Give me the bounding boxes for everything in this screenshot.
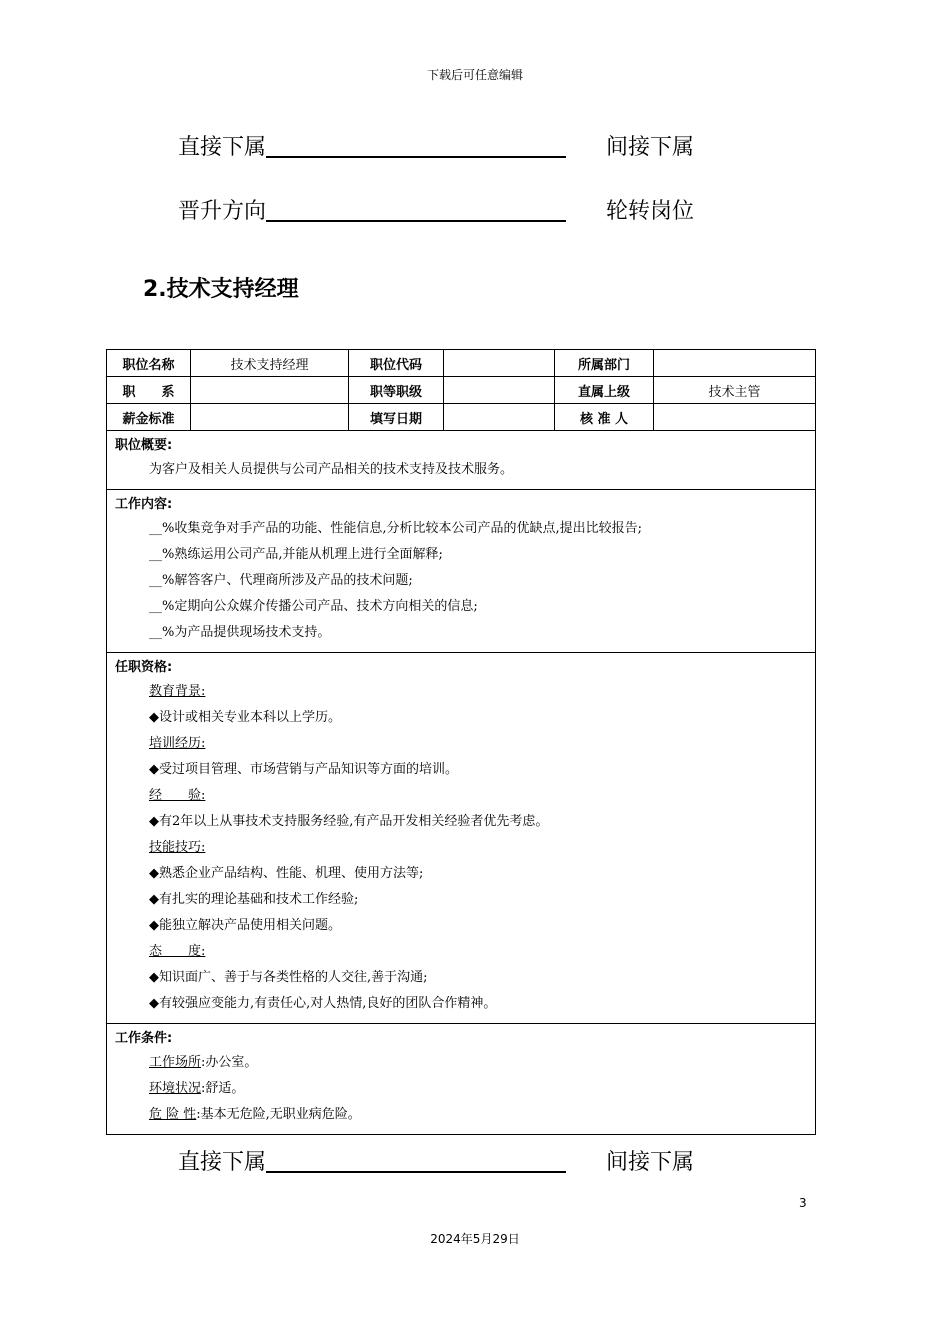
- fill-date-value: [444, 404, 555, 431]
- section-title: 2.技术支持经理: [143, 277, 299, 302]
- subordinates-line: [178, 130, 566, 161]
- attitude-item: ◆知识面广、善于与各类性格的人交往,善于沟通;: [149, 970, 428, 985]
- summary-title: 职位概要:: [115, 438, 173, 453]
- indirect-subordinates-label: 间接下属: [606, 135, 695, 160]
- qualifications-section: [107, 653, 816, 1024]
- conditions-section: [107, 1024, 816, 1135]
- promotion-blank: [266, 198, 566, 222]
- skill-item: ◆熟悉企业产品结构、性能、机理、使用方法等;: [149, 866, 424, 881]
- rotation-label: 轮转岗位: [606, 199, 695, 224]
- risk-value: :基本无危险,无职业病危险。: [196, 1107, 361, 1122]
- workplace-line: [115, 1050, 807, 1076]
- promotion-label: 晋升方向: [178, 199, 267, 224]
- skill-item: ◆能独立解决产品使用相关问题。: [149, 918, 341, 933]
- summary-text: 为客户及相关人员提供与公司产品相关的技术支持及技术服务。: [149, 462, 514, 477]
- approver-label: 核 准 人: [555, 404, 654, 431]
- bottom-indirect-subordinates-label: 间接下属: [606, 1150, 695, 1175]
- table-row: [107, 377, 816, 404]
- supervisor-value: 技术主管: [654, 377, 816, 404]
- bottom-direct-subordinates-label: 直接下属: [178, 1150, 267, 1175]
- table-row: [107, 404, 816, 431]
- skills-label: 技能技巧:: [149, 840, 206, 855]
- qualifications-title: 任职资格:: [115, 660, 173, 675]
- attitude-label: 态 度:: [149, 944, 206, 959]
- job-family-label: 职 系: [107, 377, 191, 404]
- header-note: 下载后可任意编辑: [426, 68, 523, 82]
- footer-date: 2024年5月29日: [430, 1232, 520, 1246]
- position-code-label: 职位代码: [349, 350, 444, 377]
- promotion-line: [178, 194, 566, 225]
- department-value: [654, 350, 816, 377]
- approver-value: [654, 404, 816, 431]
- table-row: [107, 431, 816, 490]
- position-name-value: 技术支持经理: [191, 350, 349, 377]
- table-row: [107, 653, 816, 1024]
- training-item: ◆受过项目管理、市场营销与产品知识等方面的培训。: [149, 762, 458, 777]
- job-description-table: [106, 349, 816, 1135]
- skill-item: ◆有扎实的理论基础和技术工作经验;: [149, 892, 359, 907]
- salary-value: [191, 404, 349, 431]
- duty-item: __%为产品提供现场技术支持。: [149, 625, 331, 640]
- risk-label: 危 险 性: [149, 1107, 197, 1122]
- bottom-direct-subordinates-blank: [266, 1149, 566, 1173]
- position-code-value: [444, 350, 555, 377]
- experience-item: ◆有2年以上从事技术支持服务经验,有产品开发相关经验者优先考虑。: [149, 814, 549, 829]
- page-number: 3: [799, 1196, 807, 1210]
- job-grade-value: [444, 377, 555, 404]
- position-name-label: 职位名称: [107, 350, 191, 377]
- environment-label: 环境状况: [149, 1081, 202, 1096]
- attitude-item: ◆有较强应变能力,有责任心,对人热情,良好的团队合作精神。: [149, 996, 497, 1011]
- experience-label: 经 验:: [149, 788, 206, 803]
- workplace-value: :办公室。: [201, 1055, 258, 1070]
- job-grade-label: 职等职级: [349, 377, 444, 404]
- duties-section: [107, 490, 816, 653]
- summary-section: [107, 431, 816, 490]
- duty-item: __%解答客户、代理商所涉及产品的技术问题;: [149, 573, 413, 588]
- bottom-subordinates-line: [178, 1145, 566, 1176]
- duty-item: __%定期向公众媒介传播公司产品、技术方向相关的信息;: [149, 599, 478, 614]
- department-label: 所属部门: [555, 350, 654, 377]
- direct-subordinates-blank: [266, 134, 566, 158]
- table-row: [107, 350, 816, 377]
- table-row: [107, 490, 816, 653]
- education-label: 教育背景:: [149, 684, 206, 699]
- risk-line: [115, 1102, 807, 1128]
- supervisor-label: 直属上级: [555, 377, 654, 404]
- duty-item: __%熟练运用公司产品,并能从机理上进行全面解释;: [149, 547, 443, 562]
- environment-value: :舒适。: [201, 1081, 245, 1096]
- direct-subordinates-label: 直接下属: [178, 135, 267, 160]
- training-label: 培训经历:: [149, 736, 206, 751]
- salary-label: 薪金标准: [107, 404, 191, 431]
- education-item: ◆设计或相关专业本科以上学历。: [149, 710, 341, 725]
- duty-item: __%收集竞争对手产品的功能、性能信息,分析比较本公司产品的优缺点,提出比较报告;: [149, 521, 642, 536]
- table-row: [107, 1024, 816, 1135]
- environment-line: [115, 1076, 807, 1102]
- duties-title: 工作内容:: [115, 497, 173, 512]
- conditions-title: 工作条件:: [115, 1031, 173, 1046]
- workplace-label: 工作场所: [149, 1055, 202, 1070]
- fill-date-label: 填写日期: [349, 404, 444, 431]
- job-family-value: [191, 377, 349, 404]
